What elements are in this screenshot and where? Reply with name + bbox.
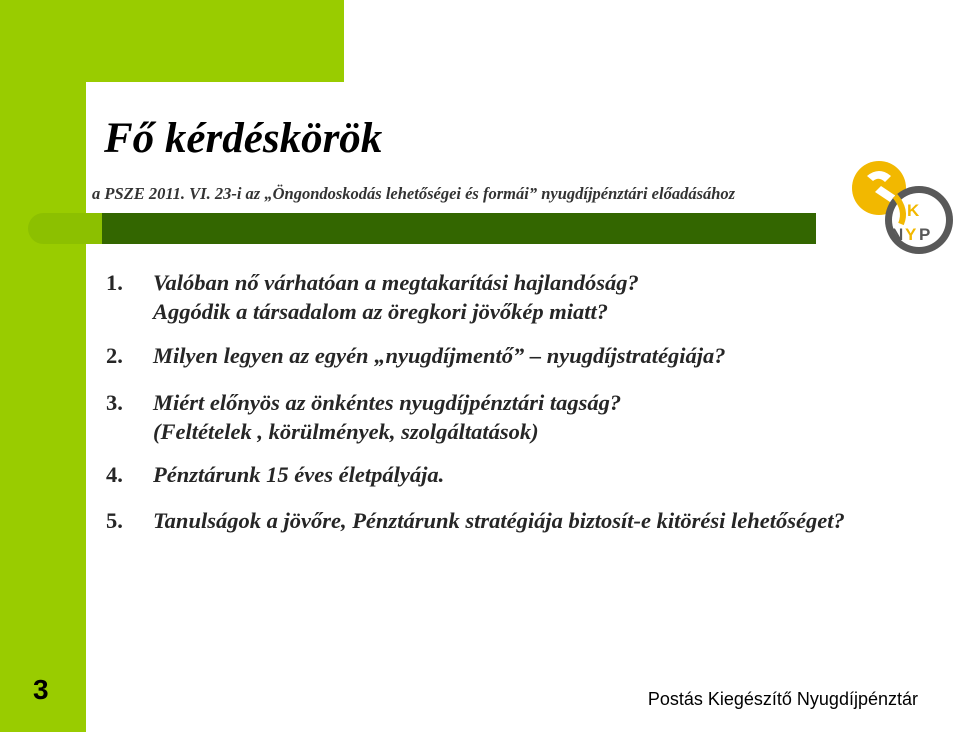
list-item xyxy=(106,341,866,370)
slide-subtitle: a PSZE 2011. VI. 23-i az „Öngondoskodás lehetőségei és formái” nyugdíjpénztári előadásához xyxy=(92,184,736,203)
list-item-text: Valóban nő várhatóan a megtakarítási hajlandóság? Aggódik a társadalom az öregkori jövőkép miatt? xyxy=(153,270,639,324)
list-item-number: 3. xyxy=(106,390,123,415)
list-item-text: Pénztárunk 15 éves életpályája. xyxy=(153,462,445,487)
list-item-number: 5. xyxy=(106,508,123,533)
list-item xyxy=(106,460,866,489)
svg-text:K: K xyxy=(907,201,920,220)
list-item-number: 2. xyxy=(106,343,123,368)
footer-text: Postás Kiegészítő Nyugdíjpénztár xyxy=(647,689,918,709)
list-item xyxy=(106,268,866,326)
svg-text:Y: Y xyxy=(905,225,917,244)
list-item xyxy=(106,506,866,535)
knyp-logo xyxy=(845,158,957,258)
question-list xyxy=(106,268,866,535)
list-item xyxy=(106,388,866,446)
top-accent-block xyxy=(86,0,344,82)
svg-text:P: P xyxy=(919,225,931,244)
left-accent-bar xyxy=(0,0,86,732)
page-number: 3 xyxy=(33,674,49,705)
list-item-number: 4. xyxy=(106,462,123,487)
slide-title: Fő kérdéskörök xyxy=(104,115,383,162)
header-band-bar xyxy=(102,213,816,244)
list-item-text: Milyen legyen az egyén „nyugdíjmentő” – nyugdíjstratégiája? xyxy=(153,343,726,368)
svg-text:N: N xyxy=(891,225,904,244)
header-band xyxy=(28,213,816,244)
list-item-text: Tanulságok a jövőre, Pénztárunk stratégiája biztosít-e kitörési lehetőséget? xyxy=(153,508,845,533)
list-item-number: 1. xyxy=(106,270,123,295)
list-item-text: Miért előnyös az önkéntes nyugdíjpénztári tagság? (Feltételek , körülmények, szolgáltatások) xyxy=(153,390,622,444)
